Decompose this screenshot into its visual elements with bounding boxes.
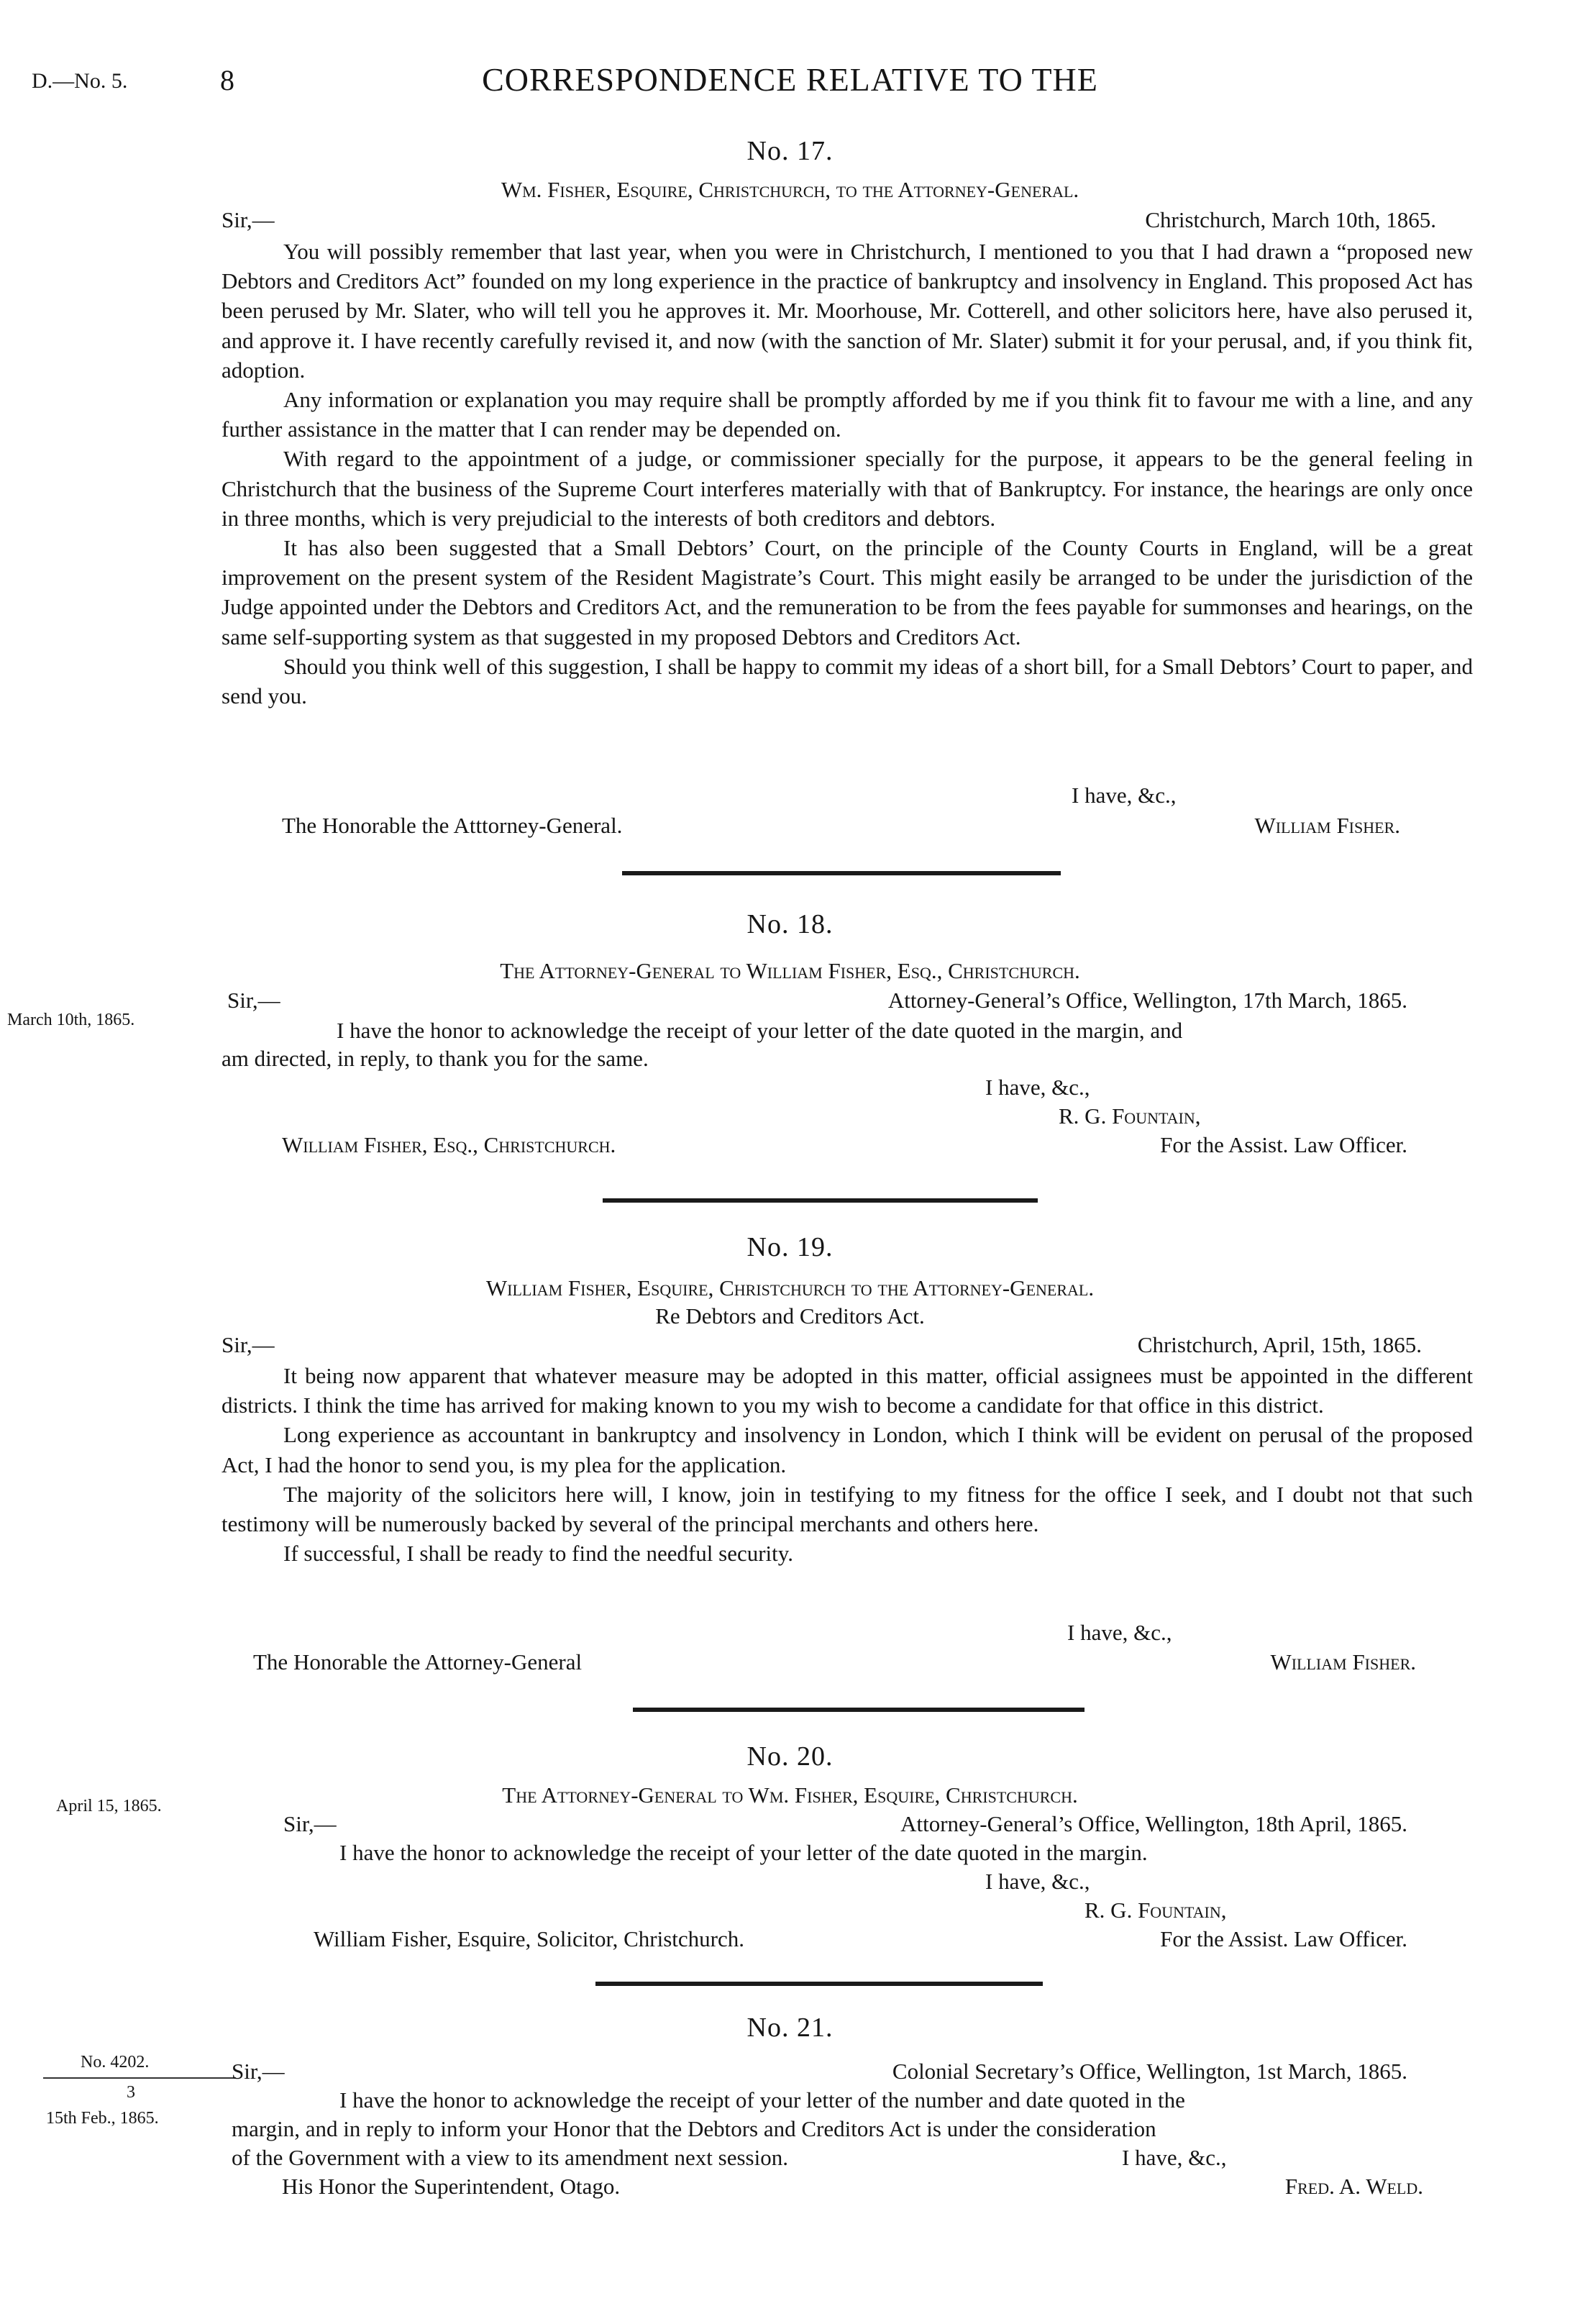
section-divider (622, 871, 1061, 875)
letter-subheading: Re Debtors and Creditors Act. (655, 1303, 925, 1329)
page-title: CORRESPONDENCE RELATIVE TO THE (482, 61, 1098, 98)
dateline: Christchurch, March 10th, 1865. (1145, 207, 1436, 232)
section-divider (603, 1198, 1038, 1203)
addressee: The Honorable the Atttorney-General. (282, 813, 623, 838)
body-line: I have the honor to acknowledge the receipt of your letter of the date quoted in the margin, and (337, 1018, 1183, 1043)
signature: William Fisher. (1254, 813, 1400, 838)
dateline: Colonial Secretary’s Office, Wellington, 1st March, 1865. (892, 2059, 1407, 2084)
salutation: Sir,— (222, 207, 275, 232)
paragraph: Any information or explanation you may require shall be promptly afforded by me if you think fit to favour me with a line, and any further assistance in the matter that I can render may be depended on. (222, 387, 1473, 442)
letter-heading (0, 957, 1580, 985)
letter-number: No. 19. (746, 1232, 834, 1262)
addressee: The Honorable the Attorney-General (253, 1649, 583, 1674)
signature: R. G. Fountain, (1059, 1103, 1201, 1129)
dateline: Attorney-General’s Office, Wellington, 17th March, 1865. (887, 988, 1407, 1013)
paragraph: Should you think well of this suggestion, I shall be happy to commit my ideas of a short bill, for a Small Debtors’ Court to paper, and send you. (222, 653, 1473, 709)
salutation: Sir,— (232, 2059, 285, 2084)
paragraph: The majority of the solicitors here will, I know, join in testifying to my fitness for the office I seek, and I doubt not that such testimony will be numerously backed by several of the principal merchants and others here. (222, 1481, 1473, 1537)
salutation: Sir,— (227, 988, 280, 1013)
addressee: William Fisher, Esquire, Solicitor, Christchurch. (314, 1926, 744, 1951)
body-line: of the Government with a view to its amendment next session. (232, 2145, 788, 2170)
letter-heading: The Attorney-General to Wm. Fisher, Esquire, Christchurch. (502, 1782, 1078, 1808)
signature-title: For the Assist. Law Officer. (1160, 1132, 1407, 1157)
letter-number: No. 20. (746, 1741, 834, 1772)
closing: I have, &c., (1067, 1620, 1172, 1645)
signature: R. G. Fountain, (1084, 1897, 1227, 1923)
dateline: Attorney-General’s Office, Wellington, 18th April, 1865. (900, 1811, 1407, 1836)
section-divider (633, 1708, 1084, 1712)
letter-body (222, 1361, 1473, 1568)
salutation: Sir,— (222, 1332, 275, 1357)
letter-heading: William Fisher, Esquire, Christchurch to the Attorney-General. (485, 1275, 1095, 1300)
body-line: I have the honor to acknowledge the receipt of your letter of the number and date quoted in the (339, 2087, 1185, 2113)
dateline: Christchurch, April, 15th, 1865. (1137, 1332, 1422, 1357)
letter-number: No. 18. (746, 909, 834, 939)
body-line: am directed, in reply, to thank you for the same. (222, 1046, 649, 1071)
letter-heading: Wm. Fisher, Esquire, Christchurch, to the Attorney-General. (501, 177, 1079, 202)
closing: I have, &c., (1072, 783, 1177, 808)
margin-note: April 15, 1865. (56, 1797, 162, 1815)
paragraph: If successful, I shall be ready to find the needful security. (283, 1541, 794, 1567)
paragraph: Long experience as accountant in bankruptcy and insolvency in London, which I think will be evident on perusal of the proposed Act, I had the honor to send you, is my plea for the application. (222, 1422, 1473, 1477)
salutation: Sir,— (283, 1811, 337, 1836)
addressee: William Fisher, Esq., Christchurch. (282, 1132, 616, 1157)
signature: Fred. A. Weld. (1284, 2174, 1423, 2199)
margin-note: March 10th, 1865. (7, 1011, 135, 1029)
body-line: margin, and in reply to inform your Honor that the Debtors and Creditors Act is under the consideration (232, 2116, 1156, 2141)
closing: I have, &c., (985, 1869, 1090, 1894)
margin-fraction-rule (43, 2077, 236, 2079)
body-line: I have the honor to acknowledge the receipt of your letter of the date quoted in the margin. (339, 1840, 1148, 1865)
margin-note-sub: 3 (127, 2083, 135, 2102)
series-label: D.—No. 5. (32, 69, 128, 93)
closing: I have, &c., (1122, 2145, 1227, 2170)
paragraph: With regard to the appointment of a judge, or commissioner specially for the purpose, it appears to be the general feeling in Christchurch that the business of the Supreme Court interferes materially with that of Bankruptcy. For instance, the hearings are only once in three months, which is very prejudicial to the interests of both creditors and debtors. (222, 446, 1473, 531)
addressee: His Honor the Superintendent, Otago. (282, 2174, 621, 2199)
section-divider (595, 1982, 1043, 1986)
heading-text: The Attorney-General to William Fisher, Esq., Christchurch. (500, 958, 1080, 983)
page-number: 8 (220, 64, 234, 96)
letter-body (222, 237, 1473, 711)
paragraph: It being now apparent that whatever measure may be adopted in this matter, official assignees must be appointed in the different districts. I think the time has arrived for making known to you my wish to become a candidate for that office in this district. (222, 1363, 1473, 1418)
signature: William Fisher. (1270, 1649, 1416, 1674)
paragraph: You will possibly remember that last year, when you were in Christchurch, I mentioned to you that I had drawn a “proposed new Debtors and Creditors Act” founded on my long experience in the practice of bankruptcy and insolvency in England. This proposed Act has been perused by Mr. Slater, who will tell you he approves it. Mr. Moorhouse, Mr. Cotterell, and other solicitors here, have also perused it, and approve it. I have recently carefully revised it, and now (with the sanction of Mr. Slater) submit it for your perusal, and, if you think fit, adoption. (222, 239, 1473, 383)
paragraph: It has also been suggested that a Small Debtors’ Court, on the principle of the County Courts in England, will be a great improvement on the present system of the Resident Magistrate’s Court. This might easily be arranged to be under the jurisdiction of the Judge appointed under the Debtors and Creditors Act, and the remuneration to be from the fees payable for summonses and hearings, on the same self-supporting system as that suggested in my proposed Debtors and Creditors Act. (222, 535, 1473, 650)
margin-note-number: No. 4202. (81, 2053, 150, 2072)
closing: I have, &c., (985, 1075, 1090, 1100)
letter-number: No. 21. (746, 2013, 834, 2043)
margin-note-date: 15th Feb., 1865. (46, 2109, 159, 2128)
signature-title: For the Assist. Law Officer. (1160, 1926, 1407, 1951)
letter-number: No. 17. (746, 136, 834, 166)
